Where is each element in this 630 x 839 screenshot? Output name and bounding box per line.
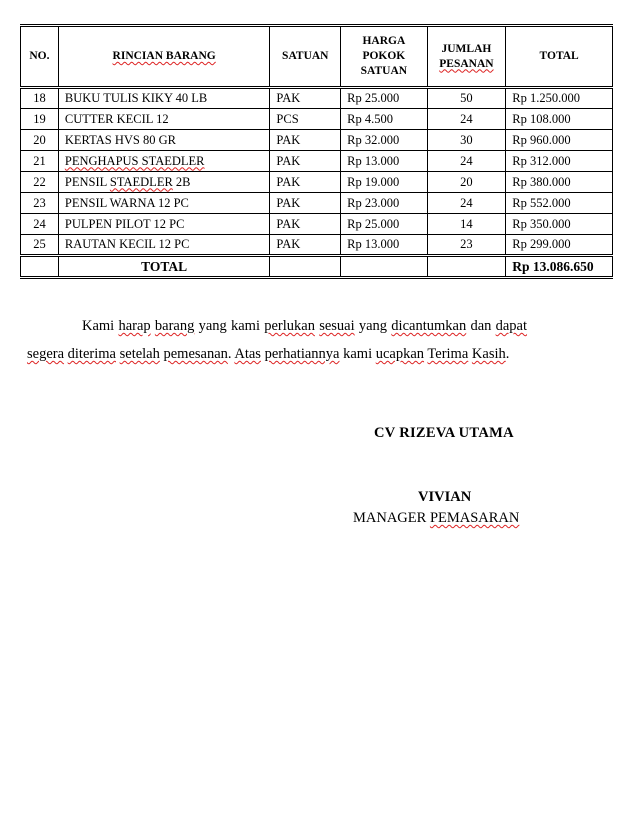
header-price — [341, 26, 427, 88]
order-table — [20, 24, 613, 279]
cell-item: BUKU TULIS KIKY 40 LB — [58, 88, 270, 109]
cell-total: Rp 299.000 — [506, 235, 613, 256]
header-price-line2: POKOK — [362, 50, 406, 62]
footer-grand-total: Rp 13.086.650 — [506, 256, 613, 278]
cell-no: 18 — [21, 88, 59, 109]
cell-no: 22 — [21, 172, 59, 193]
header-price-line3: SATUAN — [360, 65, 408, 77]
footer-empty-unit — [270, 256, 341, 278]
cell-total: Rp 380.000 — [506, 172, 613, 193]
header-unit: SATUAN — [270, 26, 341, 88]
punctuation: . — [227, 346, 232, 362]
signer-position — [353, 510, 519, 527]
table-row — [21, 88, 613, 109]
cell-item: PENSIL WARNA 12 PC — [58, 193, 270, 214]
cell-price: Rp 13.000 — [341, 151, 427, 172]
header-item — [58, 26, 270, 88]
cell-qty: 24 — [427, 193, 506, 214]
word: perhatiannya — [264, 346, 340, 362]
word: Atas — [234, 346, 261, 362]
table-footer-row — [21, 256, 613, 278]
cell-qty: 23 — [427, 235, 506, 256]
header-qty-line2: PESANAN — [439, 57, 494, 70]
cell-unit: PAK — [270, 88, 341, 109]
word: sesuai — [319, 318, 355, 334]
cell-unit: PAK — [270, 193, 341, 214]
header-no: NO. — [21, 26, 59, 88]
table-row — [21, 109, 613, 130]
cell-qty: 20 — [427, 172, 506, 193]
word: dicantumkan — [391, 318, 467, 334]
cell-total: Rp 960.000 — [506, 130, 613, 151]
word: segera — [27, 346, 65, 362]
word: dapat — [495, 318, 528, 334]
word: yang kami — [198, 318, 260, 334]
header-total: TOTAL — [506, 26, 613, 88]
cell-total: Rp 350.000 — [506, 214, 613, 235]
cell-unit: PAK — [270, 151, 341, 172]
cell-unit: PAK — [270, 130, 341, 151]
word: dan — [470, 318, 492, 334]
word: diterima — [67, 346, 116, 362]
signer-name: VIVIAN — [418, 489, 472, 505]
header-item-label: RINCIAN BARANG — [112, 50, 216, 62]
table-row — [21, 214, 613, 235]
cell-qty: 24 — [427, 151, 506, 172]
table-row — [21, 151, 613, 172]
position-word: PEMASARAN — [429, 510, 520, 526]
cell-no: 19 — [21, 109, 59, 130]
table-row — [21, 235, 613, 256]
footer-empty-qty — [427, 256, 506, 278]
cell-item: CUTTER KECIL 12 — [58, 109, 270, 130]
header-qty-line1: JUMLAH — [441, 42, 492, 55]
word: harap — [118, 318, 151, 334]
table-row — [21, 130, 613, 151]
cell-item-text: PENGHAPUS STAEDLER — [64, 153, 205, 168]
cell-unit: PCS — [270, 109, 341, 130]
footer-empty-no — [21, 256, 59, 278]
word: pemesanan — [163, 346, 228, 362]
word: yang — [358, 318, 388, 334]
cell-qty: 50 — [427, 88, 506, 109]
word: setelah — [119, 346, 160, 362]
cell-price: Rp 13.000 — [341, 235, 427, 256]
cell-total: Rp 552.000 — [506, 193, 613, 214]
word: Kami — [82, 318, 115, 334]
cell-unit: PAK — [270, 172, 341, 193]
position-prefix: MANAGER — [353, 510, 430, 526]
cell-item: PULPEN PILOT 12 PC — [58, 214, 270, 235]
cell-total: Rp 108.000 — [506, 109, 613, 130]
word: ucapkan — [375, 346, 425, 362]
cell-item — [58, 172, 270, 193]
cell-no: 21 — [21, 151, 59, 172]
cell-no: 25 — [21, 235, 59, 256]
cell-item — [58, 151, 270, 172]
cell-price: Rp 23.000 — [341, 193, 427, 214]
cell-price: Rp 32.000 — [341, 130, 427, 151]
cell-price: Rp 19.000 — [341, 172, 427, 193]
punctuation: . — [505, 346, 510, 362]
cell-total: Rp 1.250.000 — [506, 88, 613, 109]
cell-qty: 30 — [427, 130, 506, 151]
header-qty — [427, 26, 506, 88]
word: kami — [343, 346, 373, 362]
cell-no: 23 — [21, 193, 59, 214]
cell-qty: 14 — [427, 214, 506, 235]
cell-no: 20 — [21, 130, 59, 151]
table-header-row — [21, 26, 613, 88]
header-price-line1: HARGA — [362, 35, 406, 47]
cell-item: KERTAS HVS 80 GR — [58, 130, 270, 151]
word: barang — [154, 318, 195, 334]
footer-empty-price — [341, 256, 427, 278]
cell-item-pre: PENSIL — [64, 174, 110, 189]
cell-price: Rp 4.500 — [341, 109, 427, 130]
cell-total: Rp 312.000 — [506, 151, 613, 172]
cell-no: 24 — [21, 214, 59, 235]
word: Kasih — [471, 346, 506, 362]
cell-unit: PAK — [270, 235, 341, 256]
cell-price: Rp 25.000 — [341, 88, 427, 109]
closing-paragraph — [27, 312, 527, 368]
word: Terima — [427, 346, 469, 362]
table-row — [21, 193, 613, 214]
word: perlukan — [264, 318, 315, 334]
cell-qty: 24 — [427, 109, 506, 130]
footer-total-label: TOTAL — [58, 256, 270, 278]
company-name: CV RIZEVA UTAMA — [374, 425, 514, 441]
cell-price: Rp 25.000 — [341, 214, 427, 235]
cell-item-post: 2B — [172, 174, 191, 189]
cell-unit: PAK — [270, 214, 341, 235]
cell-item-mid: STAEDLER — [109, 174, 173, 189]
table-row — [21, 172, 613, 193]
cell-item: RAUTAN KECIL 12 PC — [58, 235, 270, 256]
